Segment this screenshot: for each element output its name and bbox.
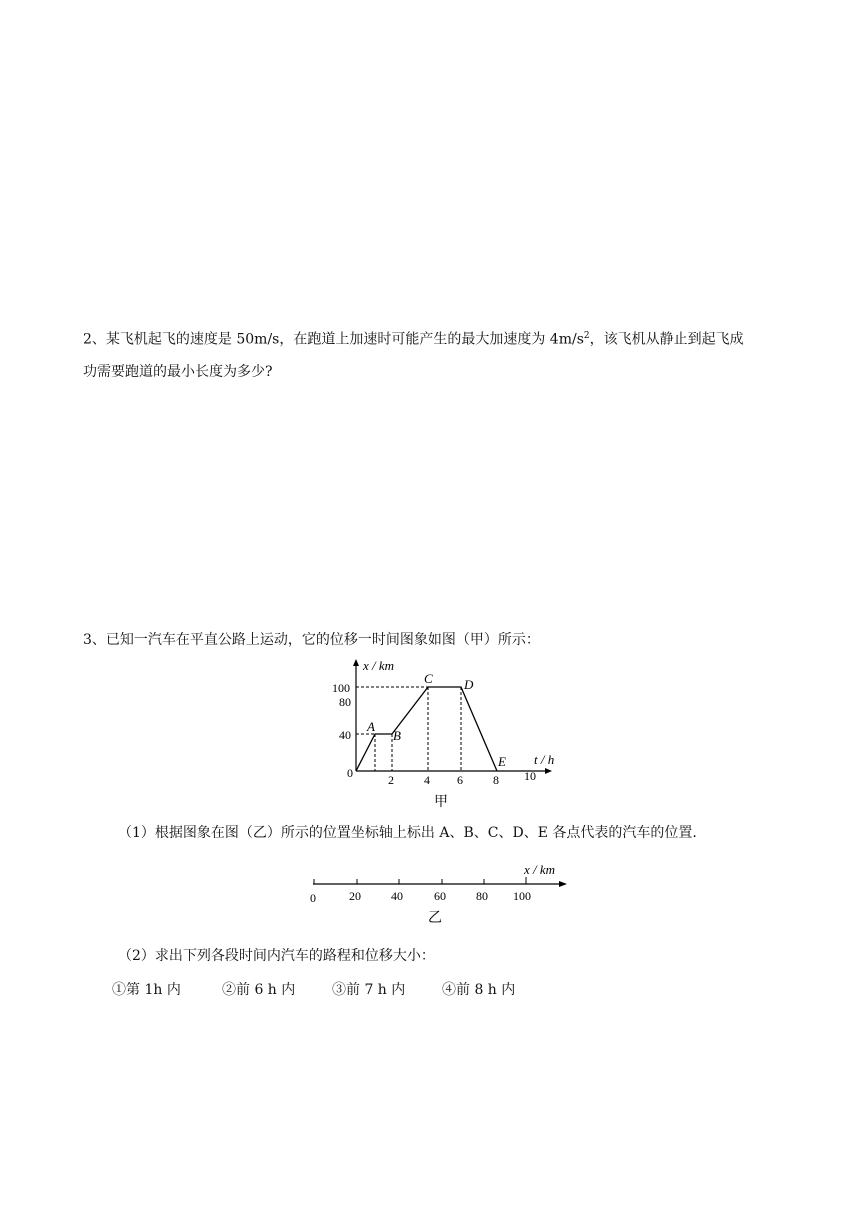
q2-line2: 功需要跑道的最小长度为多少? — [83, 364, 273, 380]
graph-yi-tick-20: 20 — [349, 889, 361, 903]
point-label-b: B — [393, 728, 401, 743]
graph-yi — [305, 860, 575, 932]
q3-item-2: ②前 6 h 内 — [222, 982, 296, 998]
y-tick-40: 40 — [339, 728, 351, 742]
point-label-a: A — [367, 719, 375, 734]
graph-jia-caption: 甲 — [434, 795, 448, 810]
graph-yi-arrow — [559, 881, 567, 887]
x-tick-10: 10 — [524, 769, 536, 783]
x-tick-2: 2 — [388, 773, 394, 787]
graph-yi-axis-label: x / km — [524, 862, 556, 877]
q3-item-3: ③前 7 h 内 — [332, 982, 406, 998]
graph-jia-x-arrow — [545, 768, 552, 774]
y-tick-100: 100 — [332, 681, 350, 695]
graph-yi-tick-0: 0 — [310, 891, 316, 905]
y-tick-0: 0 — [347, 766, 353, 780]
x-tick-4: 4 — [424, 773, 430, 787]
graph-jia-line — [356, 687, 497, 771]
graph-yi-tick-60: 60 — [434, 889, 446, 903]
q3-part2: （2）求出下列各段时间内汽车的路程和位移大小： — [118, 948, 435, 964]
point-label-e: E — [498, 754, 506, 769]
graph-jia — [330, 656, 580, 816]
graph-yi-tick-80: 80 — [476, 889, 488, 903]
x-tick-8: 8 — [493, 773, 499, 787]
graph-yi-tick-100: 100 — [513, 889, 531, 903]
x-axis-label: t / h — [534, 752, 555, 767]
point-label-c: C — [424, 671, 433, 686]
q3-item-4: ④前 8 h 内 — [442, 982, 516, 998]
point-label-d: D — [464, 677, 474, 692]
q3-intro: 3、已知一汽车在平直公路上运动，它的位移一时间图象如图（甲）所示： — [83, 632, 540, 648]
q2-line1-text: 2、某飞机起飞的速度是 50m/s，在跑道上加速时可能产生的最大加速度为 4m/s — [83, 331, 584, 348]
q3-items — [112, 980, 552, 1000]
q2-line1 — [83, 326, 744, 350]
q3-part1: （1）根据图象在图（乙）所示的位置坐标轴上标出 A、B、C、D、E 各点代表的汽车的位置. — [118, 825, 697, 841]
q2-line1-text-end: ，该飞机从静止到起飞成 — [589, 331, 744, 348]
graph-jia-y-arrow — [353, 659, 359, 666]
y-tick-80: 80 — [339, 695, 351, 709]
x-tick-6: 6 — [457, 773, 463, 787]
q3-item-1: ①第 1h 内 — [112, 982, 181, 998]
graph-yi-caption: 乙 — [428, 911, 442, 926]
graph-yi-tick-40: 40 — [391, 889, 403, 903]
q2-superscript: 2 — [583, 331, 590, 341]
y-axis-label: x / km — [363, 658, 395, 673]
